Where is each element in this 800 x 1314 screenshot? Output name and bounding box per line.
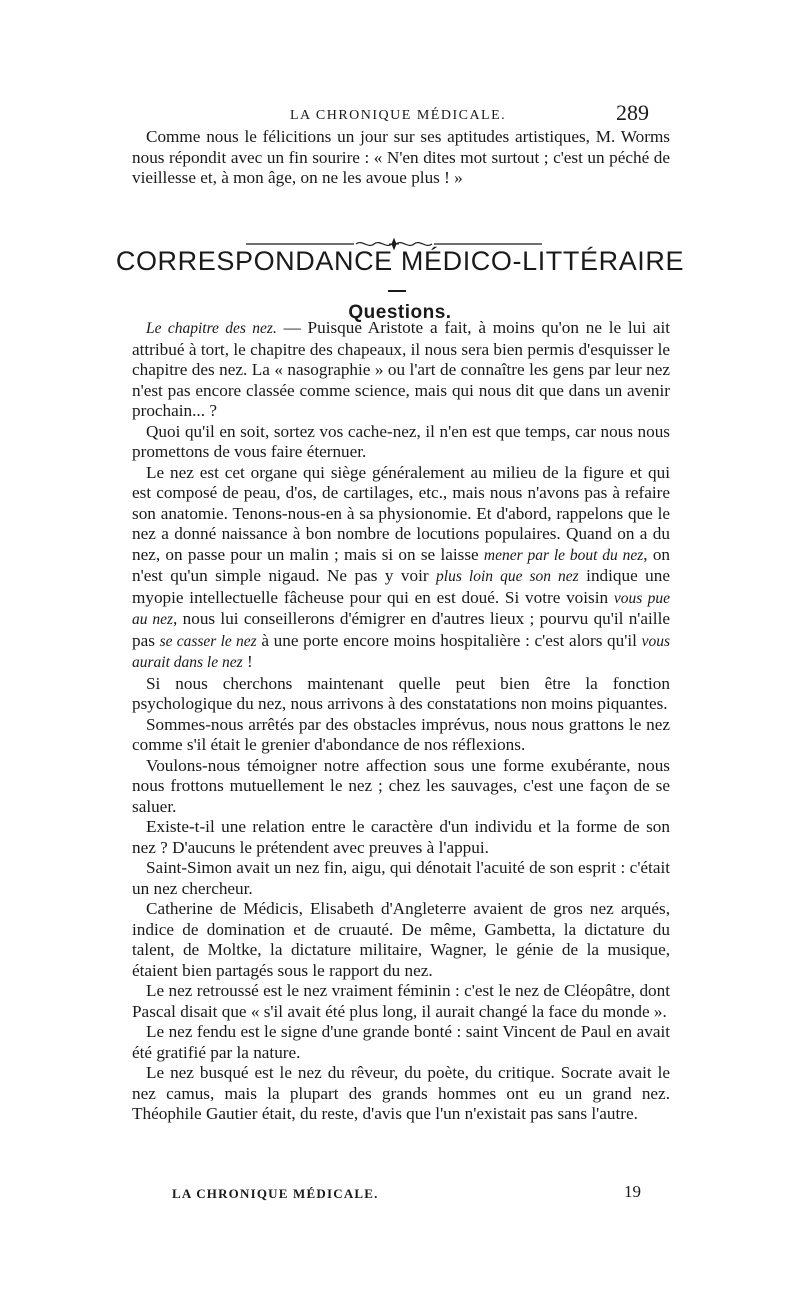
section-title: CORRESPONDANCE MÉDICO-LITTÉRAIRE <box>115 246 685 276</box>
intro-paragraph: Comme nous le félicitions un jour sur ses aptitudes artistiques, M. Worms nous répondit avec un fin sourire : « N'en dites mot surtout ; c'est un péché de vieillesse et, à mon âge, on ne les avoue plus ! » <box>132 127 670 187</box>
paragraph: Le nez est cet organe qui siège généralement au milieu de la figure et qui est composé de peau, d'os, de cartilages, etc., mais nous n'avons pas à refaire son anatomie. Tenons-nous-en à sa physionomie. Et d'abord, rappelons que le nez a donné naissance à bon nombre de locutions populaires. Quand on a du nez, on passe pour un malin ; mais si on se laisse mener par le bout du nez, on n'est qu'un simple nigaud. Ne pas y voir plus loin que son nez indique une myopie intellectuelle fâcheuse pour qui en est doué. Si votre voisin vous pue au nez, nous lui conseillerons d'émigrer en d'autres lieux ; pourvu qu'il n'aille pas se casser le nez à une porte encore moins hospitalière : c'est alors qu'il vous aurait dans le nez ! <box>132 462 671 671</box>
paragraph: Catherine de Médicis, Elisabeth d'Angleterre avaient de gros nez arqués, indice de domination et de cruauté. De même, Gambetta, la dictature du talent, de Moltke, la dictature militaire, Wagner, le génie de la musique, étaient bien partagés sous le rapport du nez. <box>132 899 670 980</box>
paragraph: Le nez retroussé est le nez vraiment féminin : c'est le nez de Cléopâtre, dont Pascal disait que « s'il avait été plus long, il aurait changé la face du monde ». <box>132 981 670 1021</box>
title-dash <box>388 290 406 292</box>
paragraph: Saint-Simon avait un nez fin, aigu, qui dénotait l'acuité de son esprit : c'était un nez chercheur. <box>132 858 670 898</box>
italic-phrase: se casser le nez <box>159 632 257 650</box>
footer-journal-title: LA CHRONIQUE MÉDICALE. <box>172 1186 379 1201</box>
footer-signature-number: 19 <box>624 1182 641 1201</box>
divider-right-flourish <box>396 243 432 246</box>
italic-phrase: mener par le bout du nez <box>483 546 644 564</box>
paragraph: Le nez fendu est le signe d'une grande bonté : saint Vincent de Paul en avait été gratifié par la nature. <box>132 1022 670 1062</box>
paragraph: Existe-t-il une relation entre le caractère d'un individu et la forme de son nez ? D'aucuns le prétendent avec preuves à l'appui. <box>132 817 670 857</box>
running-head: LA CHRONIQUE MÉDICALE. <box>290 108 507 123</box>
paragraph: Voulons-nous témoigner notre affection sous une forme exubérante, nous nous frottons mutuellement le nez ; chez les sauvages, c'est une façon de se saluer. <box>132 755 670 816</box>
paragraph: Quoi qu'il en soit, sortez vos cache-nez, il n'en est que temps, car nous nous promettons de vous faire éternuer. <box>132 421 670 461</box>
article-body <box>132 318 670 1125</box>
italic-phrase: vous aurait dans le nez <box>132 632 670 671</box>
paragraph: Le nez busqué est le nez du rêveur, du poète, du critique. Socrate avait le nez camus, mais la plupart des grands hommes ont eu un grand nez. Théophile Gautier était, du reste, d'avis que l'un n'existait pas sans l'autre. <box>132 1063 670 1123</box>
divider-left-flourish <box>356 243 392 246</box>
paragraph: Si nous cherchons maintenant quelle peut bien être la fonction psychologique du nez, nous arrivons à des constatations non moins piquantes. <box>132 673 670 713</box>
italic-lead: Le chapitre des nez. <box>146 320 277 337</box>
paragraph: Le chapitre des nez. — Puisque Aristote a fait, à moins qu'on ne le lui ait attribué à tort, le chapitre des chapeaux, il nous sera bien permis d'esquisser le chapitre des nez. La « nasographie » ou l'art de connaître les gens par leur nez n'est pas encore classée comme science, mais qui nous dit que dans un avenir prochain... ? <box>132 318 670 420</box>
subheading: Questions. <box>348 302 452 323</box>
italic-phrase: plus loin que son nez <box>436 568 579 585</box>
page-number: 289 <box>616 100 649 125</box>
intro-text <box>132 127 670 189</box>
italic-phrase: vous pue au nez <box>132 589 670 628</box>
paragraph: Sommes-nous arrêtés par des obstacles imprévus, nous nous grattons le nez comme s'il était le grenier d'abondance de nos réflexions. <box>132 714 670 754</box>
